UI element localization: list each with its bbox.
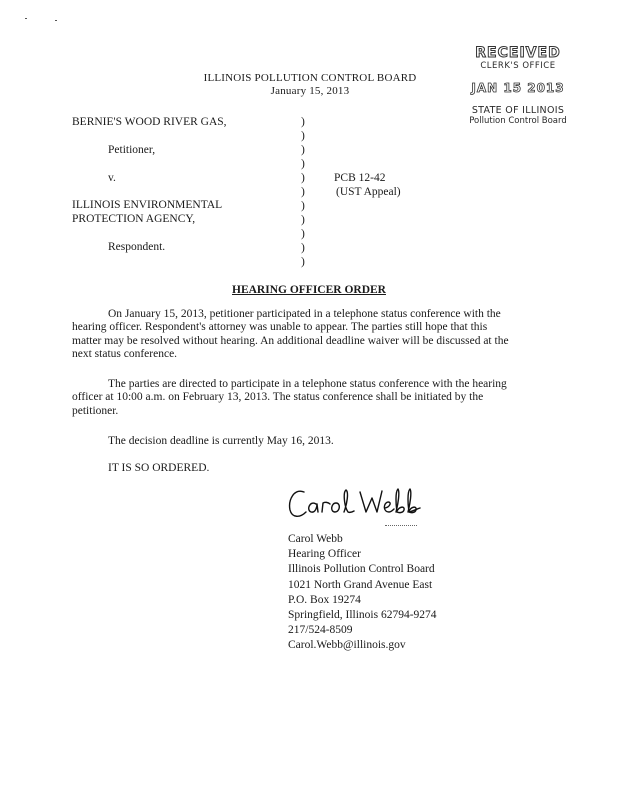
- caption-paren: ): [301, 214, 305, 226]
- caption-paren: ): [301, 200, 305, 212]
- signer-title: Hearing Officer: [288, 548, 361, 561]
- case-type: (UST Appeal): [336, 186, 401, 198]
- stamp-state: STATE OF ILLINOIS: [471, 105, 565, 116]
- signature-line: [385, 525, 417, 526]
- stamp-date: JAN 15 2013: [471, 81, 565, 95]
- caption-paren: ): [301, 256, 305, 268]
- signer-phone: 217/524-8509: [288, 624, 353, 637]
- signer-po-box: P.O. Box 19274: [288, 593, 361, 606]
- scan-speck: [25, 18, 27, 19]
- caption-paren: ): [301, 186, 305, 198]
- respondent-role: Respondent.: [108, 241, 166, 253]
- stamp-board: Pollution Control Board: [469, 116, 567, 126]
- paragraph-line: hearing officer. Respondent's attorney was unable to appear. The parties still hope that this: [72, 321, 488, 334]
- paragraph-line: The decision deadline is currently May 16, 2013.: [108, 435, 334, 447]
- paragraph-line: petitioner.: [72, 404, 119, 417]
- signer-email: Carol.Webb@illinois.gov: [288, 639, 406, 652]
- paragraph-line: The parties are directed to participate in a telephone status conference with the hearing: [108, 378, 507, 390]
- case-number: PCB 12-42: [334, 172, 386, 184]
- closing-line: IT IS SO ORDERED.: [108, 462, 210, 474]
- scan-speck: [55, 20, 57, 21]
- caption-paren: ): [301, 158, 305, 170]
- petitioner-name: BERNIE'S WOOD RIVER GAS,: [72, 116, 227, 128]
- paragraph-1: [72, 308, 552, 361]
- signer-name: Carol Webb: [288, 533, 343, 545]
- stamp-received: RECEIVED: [475, 45, 561, 61]
- caption-paren: ): [301, 116, 305, 128]
- caption-paren: ): [301, 242, 305, 254]
- order-title: HEARING OFFICER ORDER: [232, 284, 386, 296]
- closing-statement: [72, 462, 552, 475]
- signer-street: 1021 North Grand Avenue East: [288, 578, 433, 591]
- respondent-name-line1: ILLINOIS ENVIRONMENTAL: [72, 199, 223, 211]
- signature-block: [288, 532, 437, 654]
- paragraph-line: matter may be resolved without hearing. An additional deadline waiver will be discussed at the: [72, 334, 509, 347]
- agency-name: ILLINOIS POLLUTION CONTROL BOARD: [203, 72, 417, 84]
- paragraph-line: officer at 10:00 a.m. on February 13, 2013. The status conference shall be initiated by the: [72, 391, 484, 404]
- signer-agency: Illinois Pollution Control Board: [288, 563, 435, 576]
- paragraph-line: On January 15, 2013, petitioner participated in a telephone status conference with the: [108, 308, 501, 320]
- caption-paren: ): [301, 144, 305, 156]
- petitioner-role: Petitioner,: [108, 144, 156, 156]
- caption-paren: ): [301, 130, 305, 142]
- document-header: [140, 72, 480, 98]
- paragraph-2: [72, 378, 552, 418]
- handwritten-signature: [286, 478, 426, 528]
- document-date: January 15, 2013: [270, 85, 350, 97]
- respondent-name-line2: PROTECTION AGENCY,: [72, 213, 196, 225]
- paragraph-3: [72, 435, 552, 448]
- paragraph-line: next status conference.: [72, 347, 178, 360]
- caption-paren: ): [301, 228, 305, 240]
- caption-paren: ): [301, 172, 305, 184]
- stamp-office: CLERK'S OFFICE: [480, 61, 556, 71]
- case-number-block: [334, 171, 401, 199]
- versus: v.: [108, 172, 116, 184]
- signer-city: Springfield, Illinois 62794-9274: [288, 609, 437, 622]
